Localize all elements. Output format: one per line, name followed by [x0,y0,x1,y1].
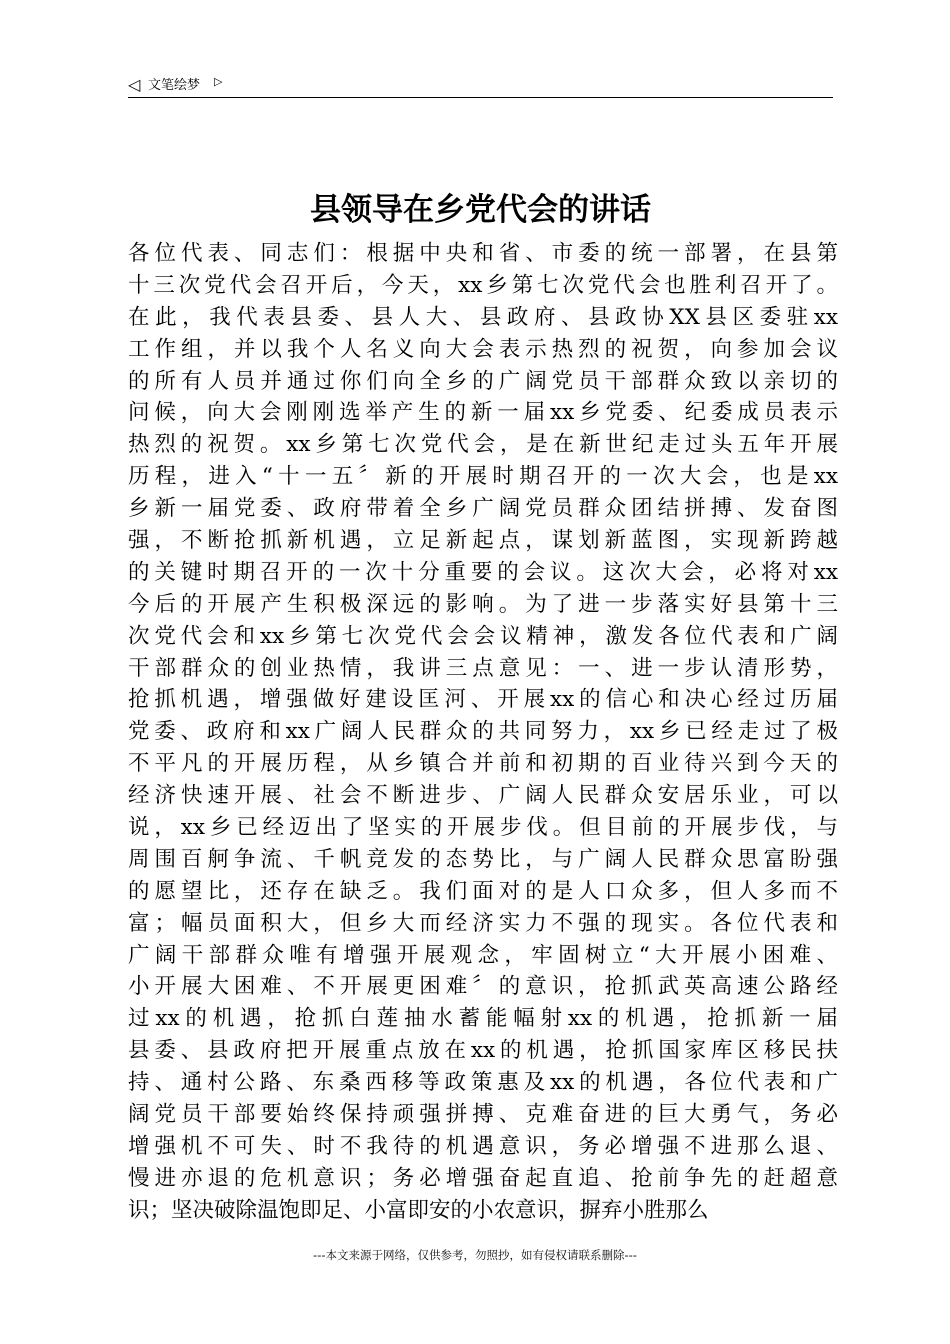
body-line: 阔党员干部要始终保持顽强拼搏、克难奋进的巨大勇气，务必 [128,1102,838,1128]
body-line: 县委、县政府把开展重点放在xx的机遇，抢抓国家库区移民扶 [128,1038,838,1064]
body-line: 历程，进入“十一五〞新的开展时期召开的一次大会，也是xx [128,464,838,490]
body-line: 富；幅员面积大，但乡大而经济实力不强的现实。各位代表和 [128,910,838,936]
body-line: 抢抓机遇，增强做好建设匡河、开展xx的信心和决心经过历届 [128,687,838,713]
body-line: 党委、政府和xx广阔人民群众的共同努力，xx乡已经走过了极 [128,719,838,745]
triangle-right-icon: ▷ [214,75,223,88]
body-line: 的愿望比，还存在缺乏。我们面对的是人口众多，但人多而不 [128,878,838,904]
body-line: 在此，我代表县委、县人大、县政府、县政协XX县区委驻xx [128,304,838,330]
body-line: 乡新一届党委、政府带着全乡广阔党员群众团结拼搏、发奋图 [128,496,838,522]
body-line: 热烈的祝贺。xx乡第七次党代会，是在新世纪走过头五年开展 [128,432,838,458]
footer-notice: ---本文来源于网络，仅供参考，勿照抄，如有侵权请联系删除--- [313,1248,637,1262]
body-line: 次党代会和xx乡第七次党代会会议精神，激发各位代表和广阔 [128,623,838,649]
body-line: 十三次党代会召开后，今天，xx乡第七次党代会也胜利召开了。 [128,272,838,298]
body-line: 不平凡的开展历程，从乡镇合并前和初期的百业待兴到今天的 [128,751,838,777]
body-line: 识；坚决破除温饱即足、小富即安的小农意识，摒弃小胜那么 [128,1197,709,1223]
body-line: 强，不断抢抓新机遇，立足新起点，谋划新蓝图，实现新跨越 [128,528,838,554]
body-line: 的关键时期召开的一次十分重要的会议。这次大会，必将对xx [128,559,838,585]
header-brand: 文笔绘梦 [148,78,201,93]
body-line: 广阔干部群众唯有增强开展观念，牢固树立“大开展小困难、 [128,942,838,968]
body-line: 经济快速开展、社会不断进步、广阔人民群众安居乐业，可以 [128,783,838,809]
document-title: 县领导在乡党代会的讲话 [310,192,651,228]
header-divider [128,97,833,98]
body-line: 工作组，并以我个人名义向大会表示热烈的祝贺，向参加会议 [128,336,838,362]
body-line: 说，xx乡已经迈出了坚实的开展步伐。但目前的开展步伐，与 [128,815,838,841]
document-body [128,238,838,1227]
body-line: 过xx的机遇，抢抓白莲抽水蓄能幅射xx的机遇，抢抓新一届 [128,1006,838,1032]
page-header [128,74,832,98]
triangle-left-icon: ◁ [128,75,141,94]
body-line: 的所有人员并通过你们向全乡的广阔党员干部群众致以亲切的 [128,368,838,394]
body-line: 慢进亦退的危机意识；务必增强奋起直追、抢前争先的赶超意 [128,1165,838,1191]
body-line: 周围百舸争流、千帆竞发的态势比，与广阔人民群众思富盼强 [128,846,838,872]
body-line: 今后的开展产生积极深远的影响。为了进一步落实好县第十三 [128,591,838,617]
body-line: 干部群众的创业热情，我讲三点意见：一、进一步认清形势， [128,655,838,681]
body-line: 增强机不可失、时不我待的机遇意识，务必增强不进那么退、 [128,1133,838,1159]
body-line: 持、通村公路、东桑西移等政策惠及xx的机遇，各位代表和广 [128,1070,838,1096]
body-line: 小开展大困难、不开展更困难〞的意识，抢抓武英高速公路经 [128,974,838,1000]
body-line: 问候，向大会刚刚选举产生的新一届xx乡党委、纪委成员表示 [128,400,838,426]
body-line: 各位代表、同志们：根据中央和省、市委的统一部署，在县第 [128,241,838,266]
